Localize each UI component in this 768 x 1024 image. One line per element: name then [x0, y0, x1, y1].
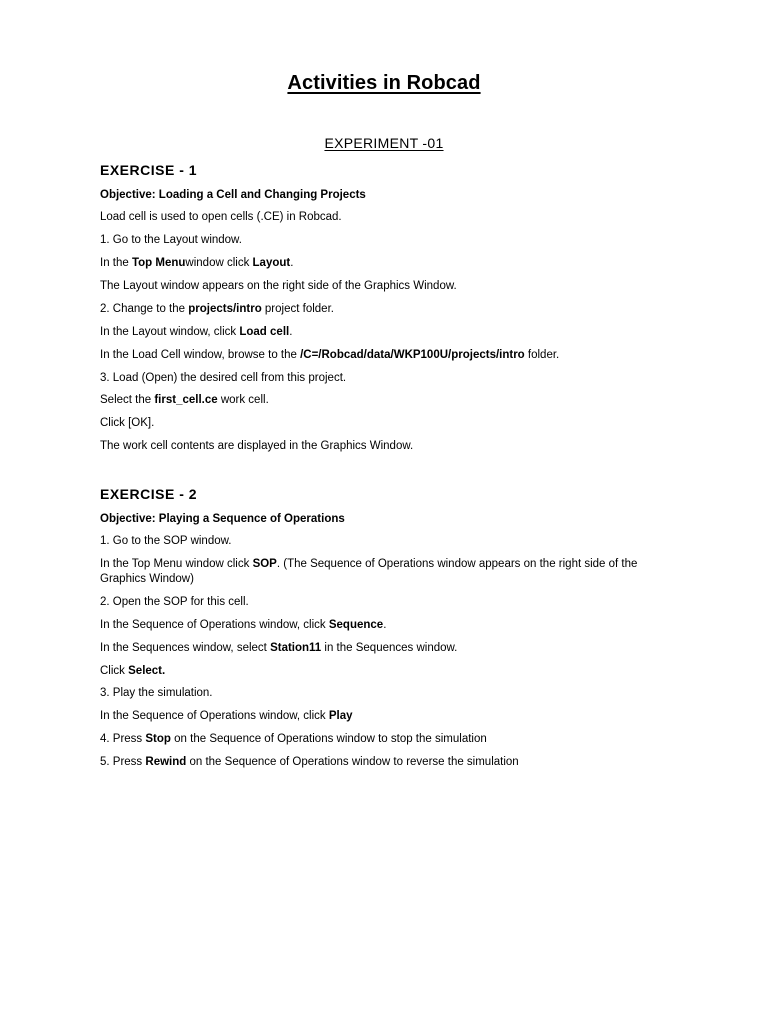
- exercise-1-line-2: 1. Go to the Layout window.: [100, 234, 242, 246]
- exercise-1-line-8: 3. Load (Open) the desired cell from this project.: [100, 372, 347, 384]
- exercise-2-line-1: 1. Go to the SOP window.: [100, 535, 232, 547]
- bold-text: projects/intro: [188, 303, 262, 315]
- bold-text: SOP: [252, 558, 277, 570]
- text: In the Sequences window, select: [100, 642, 271, 654]
- text: In the Load Cell window, browse to the: [100, 349, 301, 361]
- text: folder.: [524, 349, 560, 361]
- bold-text: first_cell.ce: [154, 394, 218, 406]
- text: In the Top Menu window click: [100, 558, 253, 570]
- text: 2. Change to the: [100, 303, 189, 315]
- exercise-1-heading: EXERCISE - 1: [100, 162, 198, 178]
- exercise-2-line-10: [100, 755, 680, 770]
- text: 4. Press: [100, 733, 146, 745]
- bold-text: Rewind: [145, 756, 187, 768]
- text: .: [289, 326, 293, 338]
- exercise-1-line-11: The work cell contents are displayed in the Graphics Window.: [100, 440, 414, 452]
- bold-text: Stop: [145, 733, 171, 745]
- exercise-1-line-1: Load cell is used to open cells (.CE) in Robcad.: [100, 211, 342, 223]
- exercise-2-line-6: [100, 664, 680, 679]
- text: Click: [100, 665, 129, 677]
- bold-text: Top Menu: [131, 257, 186, 269]
- exercise-2-objective: Objective: Playing a Sequence of Operations: [100, 513, 345, 525]
- text: 5. Press: [100, 756, 146, 768]
- text: window click: [185, 257, 253, 269]
- exercise-2-line-7: 3. Play the simulation.: [100, 687, 213, 699]
- exercise-1-line-9: [100, 393, 680, 408]
- text: In the Sequence of Operations window, click: [100, 619, 329, 631]
- text: . (The Sequence of Operations window appears on the right side of the Graphics Window): [100, 558, 638, 585]
- exercise-2-line-2: [100, 557, 675, 587]
- text: .: [383, 619, 387, 631]
- document-title: Activities in Robcad: [287, 72, 481, 94]
- text: Select the: [100, 394, 155, 406]
- text: in the Sequences window.: [321, 642, 458, 654]
- bold-text: Load cell: [239, 326, 290, 338]
- exercise-1-objective: Objective: Loading a Cell and Changing Projects: [100, 189, 366, 201]
- exercise-2-heading: EXERCISE - 2: [100, 486, 198, 502]
- text: In the: [100, 257, 132, 269]
- text: In the Sequence of Operations window, click: [100, 710, 329, 722]
- exercise-1-line-6: [100, 325, 680, 340]
- bold-text: Layout: [252, 257, 291, 269]
- exercise-2-line-8: [100, 709, 680, 724]
- exercise-2-line-5: [100, 641, 680, 656]
- exercise-2-line-3: 2. Open the SOP for this cell.: [100, 596, 249, 608]
- bold-text: /C=/Robcad/data/WKP100U/projects/intro: [300, 349, 525, 361]
- text: .: [290, 257, 294, 269]
- experiment-heading: EXPERIMENT -01: [324, 135, 444, 151]
- exercise-1-line-3: [100, 256, 680, 271]
- exercise-1-line-4: The Layout window appears on the right side of the Graphics Window.: [100, 280, 457, 292]
- exercise-1-line-5: [100, 302, 680, 317]
- bold-text: Sequence: [328, 619, 384, 631]
- bold-text: Station11: [270, 642, 322, 654]
- text: work cell.: [217, 394, 269, 406]
- exercise-2-line-4: [100, 618, 680, 633]
- text: In the Layout window, click: [100, 326, 240, 338]
- bold-text: Select.: [128, 665, 166, 677]
- text: on the Sequence of Operations window to stop the simulation: [170, 733, 487, 745]
- exercise-1-line-7: [100, 348, 680, 363]
- text: project folder.: [261, 303, 334, 315]
- bold-text: Play: [328, 710, 353, 722]
- text: on the Sequence of Operations window to reverse the simulation: [186, 756, 519, 768]
- exercise-1-line-10: Click [OK].: [100, 417, 155, 429]
- exercise-2-line-9: [100, 732, 680, 747]
